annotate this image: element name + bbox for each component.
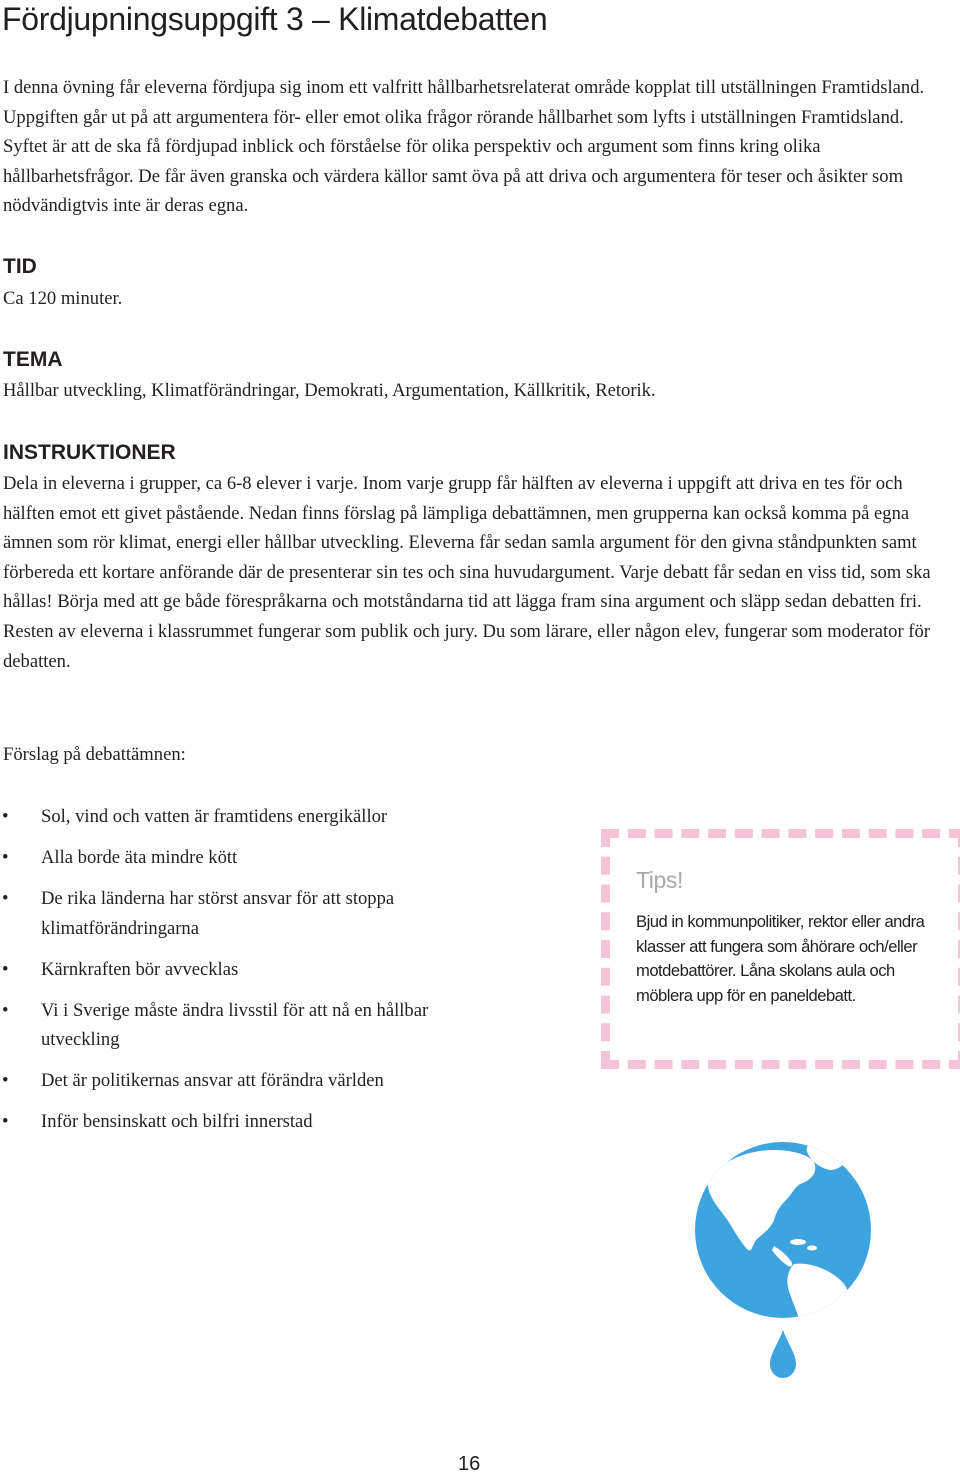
list-item <box>0 1066 491 1096</box>
topic-text: Inför bensinskatt och bilfri innerstad <box>41 1111 313 1133</box>
tema-text: Hållbar utveckling, Klimatförändringar, Demokrati, Argumentation, Källkritik, Retorik. <box>3 380 656 401</box>
tips-text: Bjud in kommunpolitiker, rektor eller andra klasser att fungera som åhörare och/eller motdebattörer. Låna skolans aula och möblera upp för en paneldebatt. <box>636 912 925 1005</box>
tips-box <box>601 829 960 1069</box>
topic-text: Vi i Sverige måste ändra livsstil för att nå en hållbar utveckling <box>41 999 429 1051</box>
topic-text: Sol, vind och vatten är framtidens energikällor <box>41 806 388 827</box>
list-item <box>0 955 491 985</box>
topic-text: Kärnkraften bör avvecklas <box>41 958 239 980</box>
tips-title: Tips! <box>636 867 683 893</box>
forslag-heading: Förslag på debattämnen: <box>3 744 186 765</box>
topic-text: Alla borde äta mindre kött <box>41 846 238 868</box>
globe-water-drop-icon <box>690 1138 880 1398</box>
instruktioner-text: Dela in eleverna i grupper, ca 6-8 elever i varje. Inom varje grupp får hälften av eleverna i uppgift att driva en tes för och hälften emot ett givet påstående. Nedan finns förslag på lämpliga debattämnen, men grupperna kan också komma på egna ämnen som rör klimat, energi eller hållbar utveckling. Eleverna får sedan samla argument för den givna ståndpunkten samt förbereda ett kortare anförande där de presenterar sin tes och sina huvudargument. Varje debatt får sedan en viss tid, som ska hållas! Börja med att ge både förespråkarna och motståndarna tid att lägga fram sina argument och släpp sedan debatten fri. Resten av eleverna i klassrummet fungerar som publik och jury. Du som lärare, eller någon elev, fungerar som moderator för debatten. <box>3 473 931 672</box>
list-item <box>0 802 491 832</box>
bullet-icon: • <box>2 999 9 1021</box>
page-number: 16 <box>458 1453 481 1475</box>
debate-topic-list <box>0 802 520 1148</box>
bullet-icon: • <box>2 806 9 827</box>
instruktioner-heading: INSTRUKTIONER <box>3 441 176 464</box>
list-item <box>0 884 491 943</box>
bullet-icon: • <box>2 1111 9 1133</box>
topic-text: Det är politikernas ansvar att förändra världen <box>41 1070 384 1092</box>
bullet-icon: • <box>2 846 9 868</box>
intro-paragraph: I denna övning får eleverna fördjupa sig inom ett valfritt hållbarhetsrelaterat område kopplat till utställningen Framtidsland. Uppgiften går ut på att argumentera för- eller emot olika frågor rörande hållbarhet som lyfts i utställningen Framtidsland. Syftet är att de ska få fördjupad inblick och förståelse för olika perspektiv och argument som finns kring olika hållbarhetsfrågor. De får även granska och värdera källor samt öva på att driva och argumentera för teser och åsikter som nödvändigtvis inte är deras egna. <box>3 77 925 217</box>
bullet-icon: • <box>2 1070 9 1092</box>
tid-text: Ca 120 minuter. <box>3 288 123 309</box>
page-title: Fördjupningsuppgift 3 – Klimatdebatten <box>2 1 548 37</box>
bullet-icon: • <box>2 958 9 980</box>
tema-heading: TEMA <box>3 348 63 371</box>
list-item <box>0 1107 491 1137</box>
topic-text: De rika länderna har störst ansvar för att stoppa klimatförändringarna <box>41 887 395 939</box>
list-item <box>0 843 491 873</box>
bullet-icon: • <box>2 887 9 909</box>
tid-heading: TID <box>3 255 37 278</box>
list-item <box>0 996 491 1055</box>
water-drop <box>770 1330 796 1378</box>
